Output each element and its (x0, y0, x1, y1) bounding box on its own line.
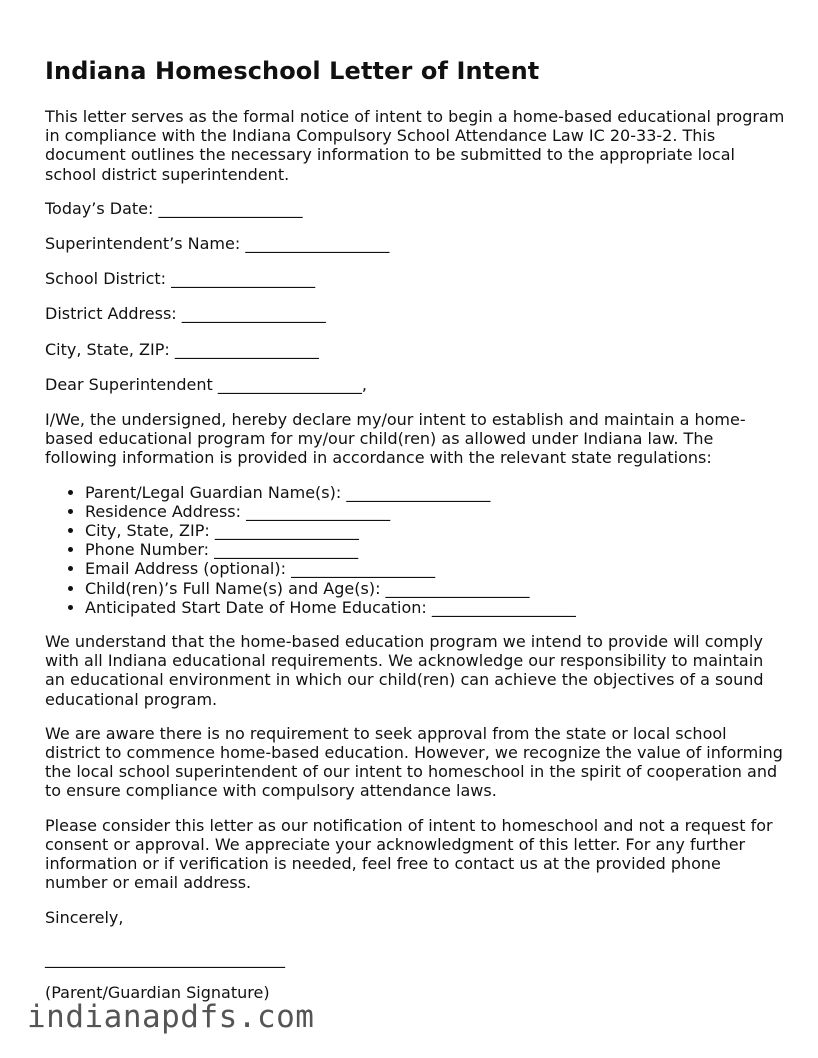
district-address-field: District Address: __________________ (45, 304, 326, 324)
declaration-paragraph: I/We, the undersigned, hereby declare my/our intent to establish and maintain a home-based educational program for my/our child(ren) as allowed under Indiana law. The following information is provided in accordance with the relevant state regulations: (45, 410, 746, 468)
todays-date-field: Today’s Date: __________________ (45, 198, 303, 218)
signature-label: (Parent/Guardian Signature) (45, 982, 270, 1002)
watermark: indianapdfs.com (27, 999, 315, 1035)
list-item-guardian-name: • Parent/Legal Guardian Name(s): __________________ (85, 483, 785, 502)
page-title: Indiana Homeschool Letter of Intent (45, 57, 540, 85)
signature-line: ______________________________ (45, 948, 285, 968)
closing-text: Sincerely, (45, 907, 124, 927)
approval-paragraph: We are aware there is no requirement to seek approval from the state or local school district to commence home-based education. However, we recognize the value of informing the local school superintendent of our intent to homeschool in the spirit of cooperation and to ensure compliance with compulsory attendance laws. (45, 723, 783, 801)
salutation-line: Dear Superintendent __________________, (45, 374, 367, 394)
list-item-email-address: • Email Address (optional): __________________ (85, 559, 785, 578)
school-district-field: School District: __________________ (45, 269, 316, 289)
compliance-paragraph: We understand that the home-based education program we intend to provide will comply with all Indiana educational requirements. We acknowledge our responsibility to maintain an educational environment in which our child(ren) can achieve the objectives of a sound educational program. (45, 632, 764, 709)
city-state-zip-field: City, State, ZIP: __________________ (45, 339, 319, 359)
intro-paragraph: This letter serves as the formal notice of intent to begin a home-based educational program in compliance with the Indiana Compulsory School Attendance Law IC 20-33-2. This document outlines the necessary information to be submitted to the appropriate local school district superintendent. (45, 107, 785, 184)
superintendent-name-field: Superintendent’s Name: __________________ (45, 234, 390, 254)
list-item-children-names-ages: • Child(ren)’s Full Name(s) and Age(s): __________________ (85, 579, 785, 598)
list-item-city-state-zip: • City, State, ZIP: __________________ (85, 521, 785, 540)
document-page (45, 56, 785, 1017)
list-item-start-date: • Anticipated Start Date of Home Education: __________________ (85, 598, 785, 617)
list-item-phone-number: • Phone Number: __________________ (85, 540, 785, 559)
notification-paragraph: Please consider this letter as our notification of intent to homeschool and not a request for consent or approval. We appreciate your acknowledgment of this letter. For any further information or if verification is needed, feel free to contact us at the provided phone number or email address. (45, 815, 773, 893)
info-list (45, 483, 785, 617)
list-item-residence-address: • Residence Address: __________________ (85, 502, 785, 521)
